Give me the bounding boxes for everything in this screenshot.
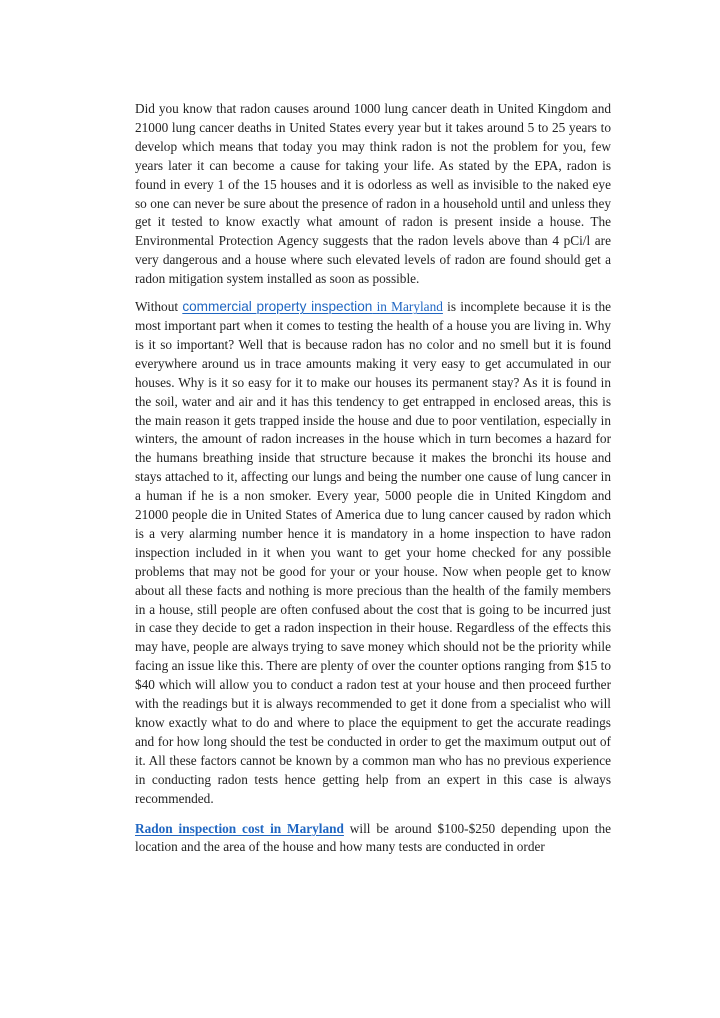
in-maryland-link[interactable]: in Maryland [372, 299, 443, 315]
paragraph-radon-facts: Did you know that radon causes around 1000 lung cancer death in United Kingdom and 21000 lung cancer deaths in United States every year but it takes around 5 to 25 years to develop which means that today you may think radon is not the problem for you, few years later it can become a cause for taking your life. As stated by the EPA, radon is found in every 1 of the 15 houses and it is odorless as well as invisible to the naked eye so one can never be sure about the presence of radon in a household until and unless they get it tested to know exactly what amount of radon is present inside a house. The Environmental Protection Agency suggests that the radon levels above than 4 pCi/l are very dangerous and a house where such elevated levels of radon are found should get a radon mitigation system installed as soon as possible. [135, 101, 611, 287]
paragraph-cost-text: will be around $100-$250 depending upon the location and the area of the house and how many tests are conducted in order [135, 820, 611, 855]
radon-inspection-cost-link[interactable]: Radon inspection cost in Maryland [135, 820, 344, 836]
paragraph-lead-text: Without [135, 299, 183, 315]
commercial-property-inspection-link[interactable]: commercial property inspection [182, 299, 373, 315]
paragraph-body-text: is incomplete because it is the most important part when it comes to testing the health of a house you are living in. Why is it so important? Well that is because radon has no color and no smell but it is found everywhere around us in trace amounts making it very easy to get accumulated in our houses. Why is it so easy for it to make our houses its permanent stay? As it is found in the soil, water and air and it has this tendency to get entrapped in enclosed areas, this is the main reason it gets trapped inside the house and due to poor ventilation, especially in winters, the amount of radon increases in the house which in turn becomes a hazard for the humans breathing inside that structure because it makes the bronchi its house and stays attached to it, affecting our lungs and being the number one cause of lung cancer in a human if he is a non smoker. Every year, 5000 people die in United Kingdom and 21000 people die in United States of America due to lung cancer caused by radon which is a very alarming number hence it is mandatory in a home inspection to have radon inspection included in it when you want to get your home checked for any possible problems that may not be good for your or your house. Now when people get to know about all these facts and nothing is more precious than the health of the family members in a house, still people are often confused about the cost that is going to be incurred just in case they decide to get a radon inspection in their house. Regardless of the effects this may have, people are always trying to save money which should not be the priority while facing an issue like this. There are plenty of over the counter options ranging from $15 to $40 which will allow you to conduct a radon test at your house and then proceed further with the readings but it is always recommended to get it done from a specialist who will know exactly what to do and where to place the equipment to get the accurate readings and for how long should the test be conducted in order to get the maximum output out of it. All these factors cannot be known by a common man who has no previous experience in conducting radon tests hence getting help from an expert in this case is always recommended. [135, 299, 611, 806]
paragraph-commercial-inspection [135, 298, 611, 808]
paragraph-inspection-cost [135, 820, 611, 858]
document-body [135, 100, 611, 857]
